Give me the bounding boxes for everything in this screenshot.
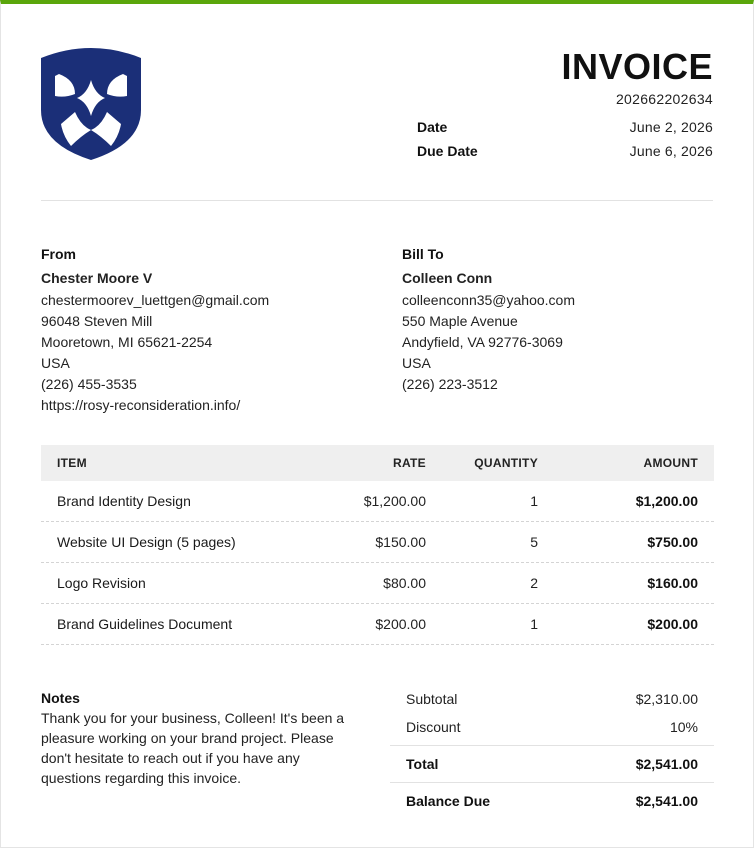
header-item: ITEM: [57, 456, 87, 470]
due-date-label: Due Date: [417, 143, 478, 159]
balance-due-row: [390, 782, 714, 819]
header-rate: RATE: [393, 456, 426, 470]
balance-due-label: Balance Due: [406, 793, 491, 809]
header-divider: [41, 200, 713, 201]
line-items-table: [41, 445, 714, 645]
due-date: June 6, 2026: [629, 143, 713, 159]
item-name: Logo Revision: [57, 575, 146, 591]
invoice-title: INVOICE: [561, 46, 713, 87]
totals-section: [390, 685, 714, 819]
item-rate: $150.00: [375, 534, 426, 550]
table-row: [41, 604, 714, 645]
item-quantity: 2: [530, 575, 538, 591]
company-logo-icon: [41, 44, 141, 160]
notes-section: [41, 688, 381, 788]
discount-row: [390, 713, 714, 741]
from-city: Mooretown, MI 65621-2254: [41, 334, 213, 350]
bill-to-section: [402, 244, 575, 395]
invoice-date: June 2, 2026: [629, 119, 713, 135]
item-name: Brand Guidelines Document: [57, 616, 233, 632]
header-quantity: QUANTITY: [474, 456, 538, 470]
notes-line: pleasure working on your brand project. Please: [41, 730, 334, 746]
bill-to-name: Colleen Conn: [402, 270, 493, 286]
invoice-number: 202662202634: [615, 91, 713, 107]
item-amount: $160.00: [647, 575, 698, 591]
from-name: Chester Moore V: [41, 270, 153, 286]
discount-value: 10%: [669, 719, 698, 735]
subtotal-label: Subtotal: [406, 691, 458, 707]
from-email[interactable]: chestermoorev_luettgen@gmail.com: [41, 292, 270, 308]
item-amount: $750.00: [647, 534, 698, 550]
notes-line: don't hesitate to reach out if you have any: [41, 750, 300, 766]
bill-to-email[interactable]: colleenconn35@yahoo.com: [402, 292, 575, 308]
bill-to-street: 550 Maple Avenue: [402, 313, 518, 329]
item-quantity: 1: [530, 493, 538, 509]
item-name: Brand Identity Design: [57, 493, 191, 509]
bill-to-city: Andyfield, VA 92776-3069: [402, 334, 563, 350]
from-street: 96048 Steven Mill: [41, 313, 153, 329]
discount-label: Discount: [406, 719, 461, 735]
table-header: [41, 445, 714, 481]
item-amount: $200.00: [647, 616, 698, 632]
item-rate: $80.00: [383, 575, 426, 591]
item-quantity: 1: [530, 616, 538, 632]
total-label: Total: [406, 756, 439, 772]
from-phone: (226) 455-3535: [41, 376, 137, 392]
item-quantity: 5: [530, 534, 538, 550]
balance-due-value: $2,541.00: [635, 793, 698, 809]
total-value: $2,541.00: [635, 756, 698, 772]
table-row: [41, 522, 714, 563]
subtotal-row: [390, 685, 714, 713]
item-rate: $200.00: [375, 616, 426, 632]
header-amount: AMOUNT: [643, 456, 698, 470]
item-name: Website UI Design (5 pages): [57, 534, 236, 550]
bill-to-phone: (226) 223-3512: [402, 376, 498, 392]
notes-heading: Notes: [41, 690, 80, 706]
item-rate: $1,200.00: [363, 493, 426, 509]
date-label: Date: [417, 119, 448, 135]
from-website[interactable]: https://rosy-reconsideration.info/: [41, 397, 241, 413]
bill-to-heading: Bill To: [402, 246, 444, 262]
from-heading: From: [41, 246, 76, 262]
table-row: [41, 481, 714, 522]
table-row: [41, 563, 714, 604]
notes-line: Thank you for your business, Colleen! It's been a: [41, 710, 345, 726]
item-amount: $1,200.00: [635, 493, 698, 509]
subtotal-value: $2,310.00: [635, 691, 698, 707]
from-section: [41, 244, 269, 416]
notes-line: questions regarding this invoice.: [41, 770, 242, 786]
total-row: [390, 745, 714, 782]
from-country: USA: [41, 355, 70, 371]
bill-to-country: USA: [402, 355, 431, 371]
